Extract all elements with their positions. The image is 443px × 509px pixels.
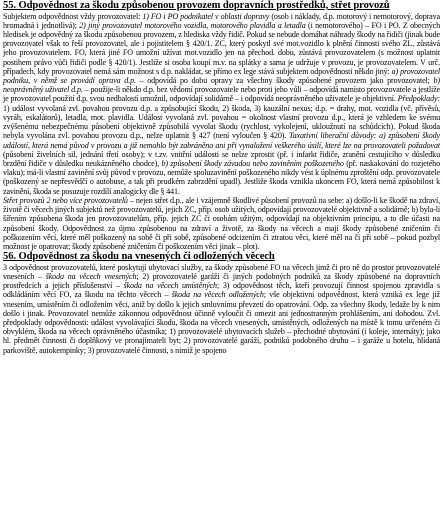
text-run: ; 2) provozovatelé garáží či jiných podobných podniků za škody způsobené na dopravních prostředcích a jejich příslušenství –: [3, 271, 440, 291]
italic-text-run: a) provozovatel podniku, v němž se provádí oprava d.p.: [3, 66, 440, 86]
text-run: ; 3) odpovědnost těch, kteří provozují činnost spojenou zpravidla s odkládáním věcí FO, za škodu na těchto věcech –: [3, 281, 441, 300]
italic-text-run: Předpoklady:: [397, 94, 440, 104]
section-56-paragraph: [3, 263, 440, 355]
text-run: – odpovídá po dobu opravy za všechny škody způsobené provozem jako provozovatel;: [135, 76, 434, 86]
italic-text-run: Taxativní liberační důvody:: [289, 131, 377, 141]
text-run: 1) událost vyvolaná zvl. povahou provozu d.p. a způsobující škodu, 2) škoda, 3) kauzální nexus; d.p. = drahy, mot. vozidla (vč. přívěsů, vyráh, eskalátorů), letadla, mot. plavidla. Událost vyvolaná zvl. povahou = okolnost vlastní provozu d.p., která je vzhledem ke svému zvýšenému nebezpečnému působení objektivně způsobilá vyvolat škodu (rychlost, vykolejení, ukloužnutí na schůdcích). Pokud škoda nebyla vyvolána zvl. povahou provozu d.p., nelze uplatnit § 427 (není vyloučen § 420).: [3, 103, 440, 141]
italic-text-run: 2) jiný provozovatel motorového vozidla, motorového plavidla a letadla: [79, 20, 306, 30]
italic-text-run: 1) FO i PO podnikatel v oblasti dopravy: [142, 11, 270, 21]
section-55-heading: 55. Odpovědnost za škodu způsobenou provozem dopravních prostředků, střet provozů: [3, 0, 390, 11]
text-run: (i nemotorového) – FO i PO. Z obecných hledisek je odpovědný za škodu způsobenou provozem, z hlediska vždy řidič. Pokud se nebude domáhat náhrady škody na řidiči (jinak bude provozovatel však to řeší provozovatel, ale i pojistitelem § 420/1. ZC, který poskytl své mot.vozidlo k plnění činnosti svého ZL, zůstává jeho provozovatelem. FO, která jiné FO umožní užívat mot.vozidlo jen na přechod. dobu, zůstává provozovatelem (s možnost uplatnit postihem právo vůči řidiči podle § 420/1). Jestliže si osoba koupí m.v. na splátky a sama je udržuje v provozu, je provozovatelem. V urč. případech, kdy provozovatel nemá sám možnost s d.p. nakládat, se přímo ex lege stává subjektem odpovědnosti někdo jiný:: [3, 20, 440, 76]
italic-text-run: a) způsobení škody událostí, která nemá původ v provozu a již nemohlo být zabráněno ani při vynaložení veškerého úsilí, které lze na provozovateli požadovat: [3, 131, 440, 150]
italic-text-run: b) způsobení škody závadou nebo zaviněním poškozeného: [161, 159, 344, 168]
text-run: – použije-li někdo d.p. bez vědomí provozovatele nebo proti jeho vůli – odpovídá namísto provozovatele a jestliže je provozovatel použití d.p. svou nedbalostí umožnil, odpovídají solidárně – i odpovídá neoprávněného uživatele je objektivní.: [3, 85, 440, 104]
italic-text-run: Střet provozů 2 nebo více provozovatelů: [3, 195, 128, 205]
italic-text-run: škoda na věcech odložených: [171, 290, 264, 300]
italic-text-run: b) neoprávněný uživatel d.p.: [3, 76, 440, 95]
section-55-paragraph: [3, 12, 440, 196]
text-run: 3 odpovědnost provozovatelů, které poskytují ubytovací služby, za škody způsobené FO na věcech jimž či pro ně do prostor provozovatelé vneseních –: [3, 262, 440, 281]
text-run: (působení živelních sil, jednání třetí osoby); v t.zv. vnitřní události se nelze zprostit (př. i infarkt řidiče, zranění cestujícího v důsledku brzdění řidiče v důsledku neukázněného chodce),: [3, 149, 440, 168]
text-run: Subjektem odpovědnost vždy provozovatel:: [3, 11, 143, 21]
text-run: (př. naskakování do rozjetého vlaku); má-li vlastní zavinění svůj původ v provozu, nemůže spoluzavinění poškozeného nikdy vést k úplnému zproštění odp. provozovatele (poškozený se nepřesvědčí o autobuse, a tak při prudkém zabrzdění upadl). Jestliže škoda vznikla ukoncem FO, která nemá způsobilost k zavinění, škoda se posuzuje rozdílí analogicky dle § 441.: [3, 159, 440, 196]
text-run: (osob i náklady, d.p. motorový i nemotorový, doprava hromadná i jednotlivá);: [3, 11, 440, 30]
italic-text-run: škoda na věcech umístěných: [123, 281, 217, 291]
text-run: ; vše objektivní odpovědnost, která vzniká ex lege již vnesením, umístěním či odložením věci, aniž by došlo k jejich smluvnímu převzetí do opatrování. Odp. za všechny škody, ledaže by k nim došlo i jinak. Provozovatel nemůže zákonnou odpovědnost účinně vyloučit či omezit ani jednostranným prohlášením, ani dohodou. Zvl. předpoklady odpovědnosti: událost vyvolávající škodu, škoda na věcech vnesených, umístěných, odložených na místě k tomu určeném či obvyklém, škoda na věcech oprávněného účastníka; 1) provozovatelé ubytovacích služeb – přechodné ubytování (i koleje, internáty); jako hl. předmět činnosti či doplňkový ve pronajímateli byt; 2) provozovatelé garáží, podniků podobného druhu – i garáže u hotelu, hlídaná parkoviště, autokempinky; 3) provozovatelé činnosti, s nimiž je spojeno: [3, 290, 440, 355]
section-56-heading: 56. Odpovědnost za škodu na vnesených či odložených věcech: [3, 251, 275, 263]
italic-text-run: škoda na věcech vnesených: [45, 271, 137, 281]
text-run: – nejen střet d.p., ale i vzájemně škodlivé působení provozů na sebe: a) došlo-li ke škodě na zdraví, životě či věcech jiných subjektů než provozovatelů, jejich ZC, příp. osob užitých, odpovídají provozovatelé objektivně a solidárně; b) byla-li šířením způsobena škoda jen provozovatelům, příp. jejich ZC či osobám užitým, odpovídají na objektivním principu, a to dle účasti na způsobení škody. Odpovědnost za újmu způsobenou na zdraví a životě, za škody na věcech a mají škody způsobené zničením či poškozením věcí, které měl poškozený na sobě či při sobě, způsobené odcizením či ztratou věci, které měl na či při sobě – pokud pozbyl možnost je opatrovat; škody způsobené zničením či poškozením věci jinak – plot).: [3, 195, 440, 251]
section-55-collision-paragraph: [3, 196, 440, 251]
